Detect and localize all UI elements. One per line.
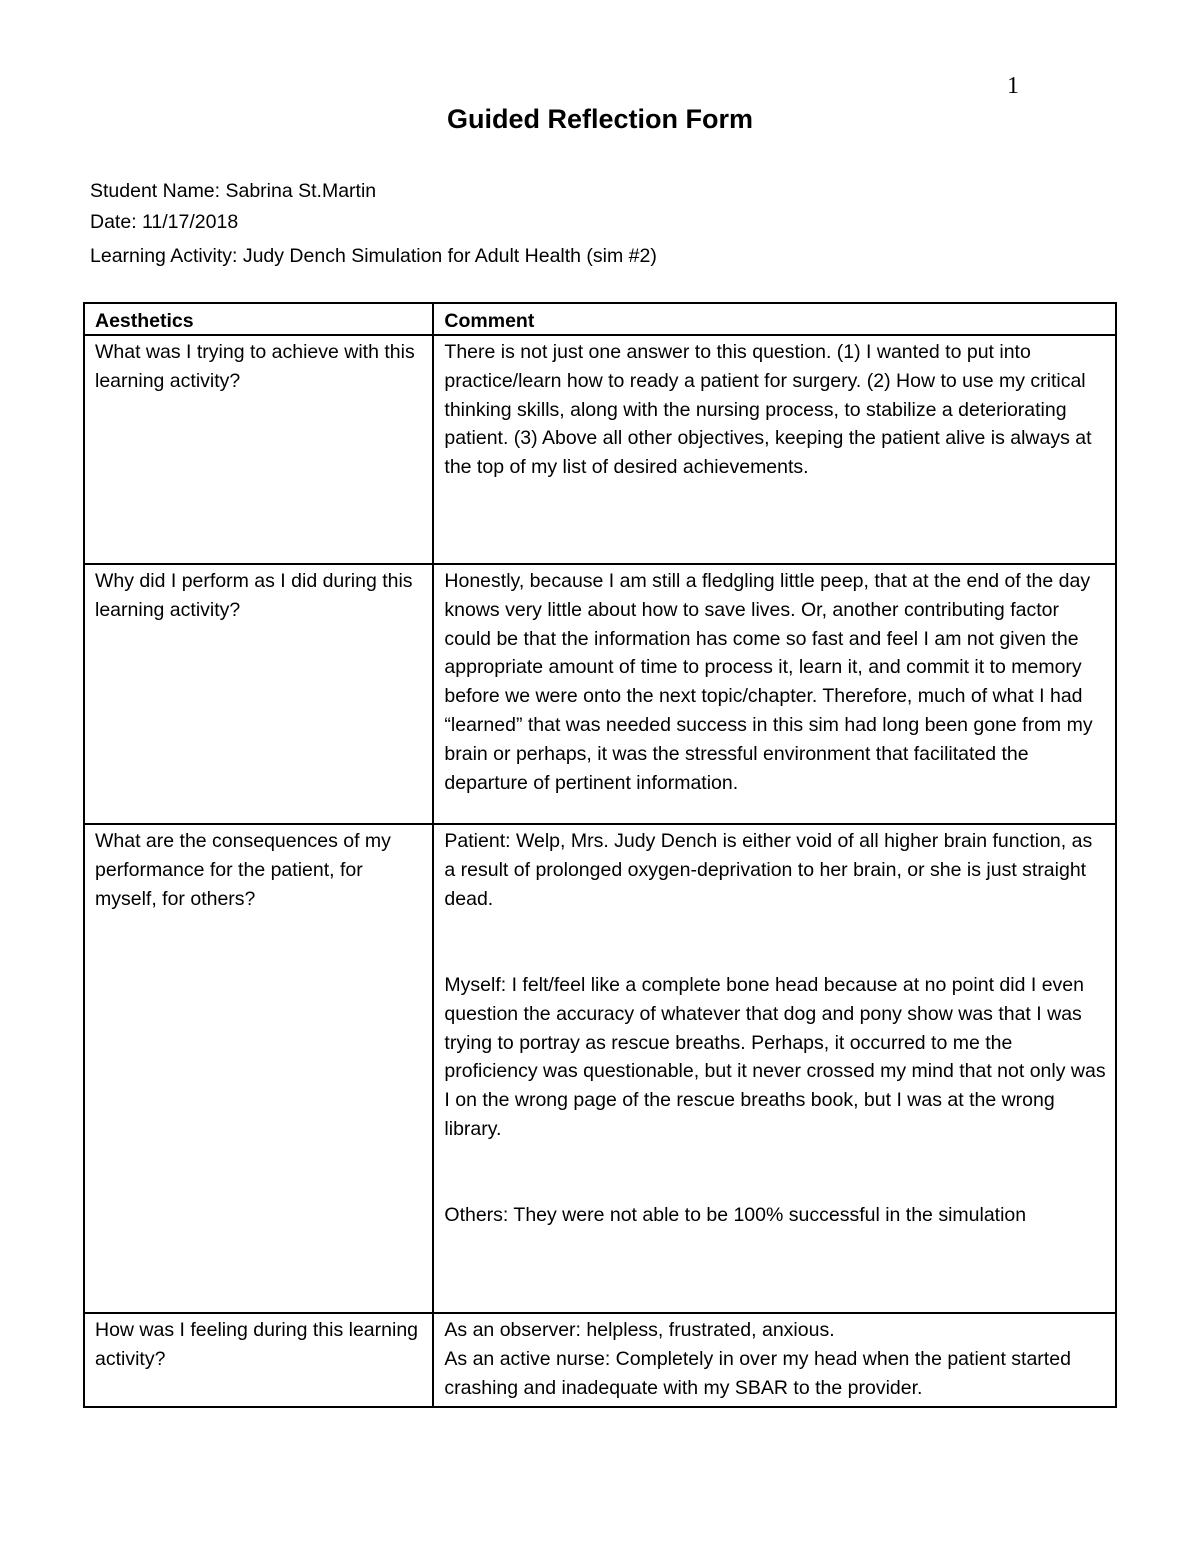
table-row: [84, 564, 1116, 824]
comment-others: Others: They were not able to be 100% successful in the simulation: [444, 1204, 1027, 1227]
page-number: 1: [1007, 73, 1019, 99]
question-cell: How was I feeling during this learning activity?: [84, 1313, 433, 1407]
reflection-table: [83, 302, 1117, 1408]
question-cell: Why did I perform as I did during this learning activity?: [84, 564, 433, 824]
comment-cell: [433, 1313, 1116, 1407]
header-aesthetics: Aesthetics: [84, 303, 433, 335]
learning-activity: Learning Activity: Judy Dench Simulation for Adult Health (sim #2): [90, 245, 657, 267]
table-row: [84, 335, 1116, 564]
header-comment: Comment: [433, 303, 1116, 335]
comment-observer: As an observer: helpless, frustrated, anxious.: [444, 1319, 835, 1341]
comment-patient: Patient: Welp, Mrs. Judy Dench is either void of all higher brain function, as a result of prolonged oxygen-deprivation to her brain, or she is just straight dead.: [444, 830, 1093, 910]
comment-active-nurse: As an active nurse: Completely in over my head when the patient started crashing and inadequate with my SBAR to the provider.: [444, 1347, 1071, 1399]
question-cell: What are the consequences of my performance for the patient, for myself, for others?: [84, 824, 433, 1313]
table-header-row: [84, 303, 1116, 335]
date: Date: 11/17/2018: [90, 211, 239, 233]
table-row: [84, 1313, 1116, 1407]
question-cell: What was I trying to achieve with this learning activity?: [84, 335, 433, 564]
comment-cell: Honestly, because I am still a fledgling little peep, that at the end of the day knows very little about how to save lives. Or, another contributing factor could be that the information has come so fast and feel I am not given the appropriate amount of time to process it, learn it, and commit it to memory before we were onto the next topic/chapter. Therefore, much of what I had “learned” that was needed success in this sim had long been gone from my brain or perhaps, it was the stressful environment that facilitated the departure of pertinent information.: [433, 564, 1116, 824]
table-row: [84, 824, 1116, 1313]
comment-myself: Myself: I felt/feel like a complete bone head because at no point did I even question the accuracy of whatever that dog and pony show was that I was trying to portray as rescue breaths. Perhaps, it occurred to me the proficiency was questionable, but it never crossed my mind that not only was I on the wrong page of the rescue breaths book, but I was at the wrong library.: [444, 973, 1106, 1140]
paragraph-gap: [444, 913, 1107, 971]
student-name: Student Name: Sabrina St.Martin: [90, 180, 377, 202]
comment-cell: [433, 824, 1116, 1313]
page-title: Guided Reflection Form: [446, 104, 754, 134]
paragraph-gap: [444, 1144, 1107, 1202]
comment-cell: There is not just one answer to this question. (1) I wanted to put into practice/learn how to ready a patient for surgery. (2) How to use my critical thinking skills, along with the nursing process, to stabilize a deteriorating patient. (3) Above all other objectives, keeping the patient alive is always at the top of my list of desired achievements.: [433, 335, 1116, 564]
